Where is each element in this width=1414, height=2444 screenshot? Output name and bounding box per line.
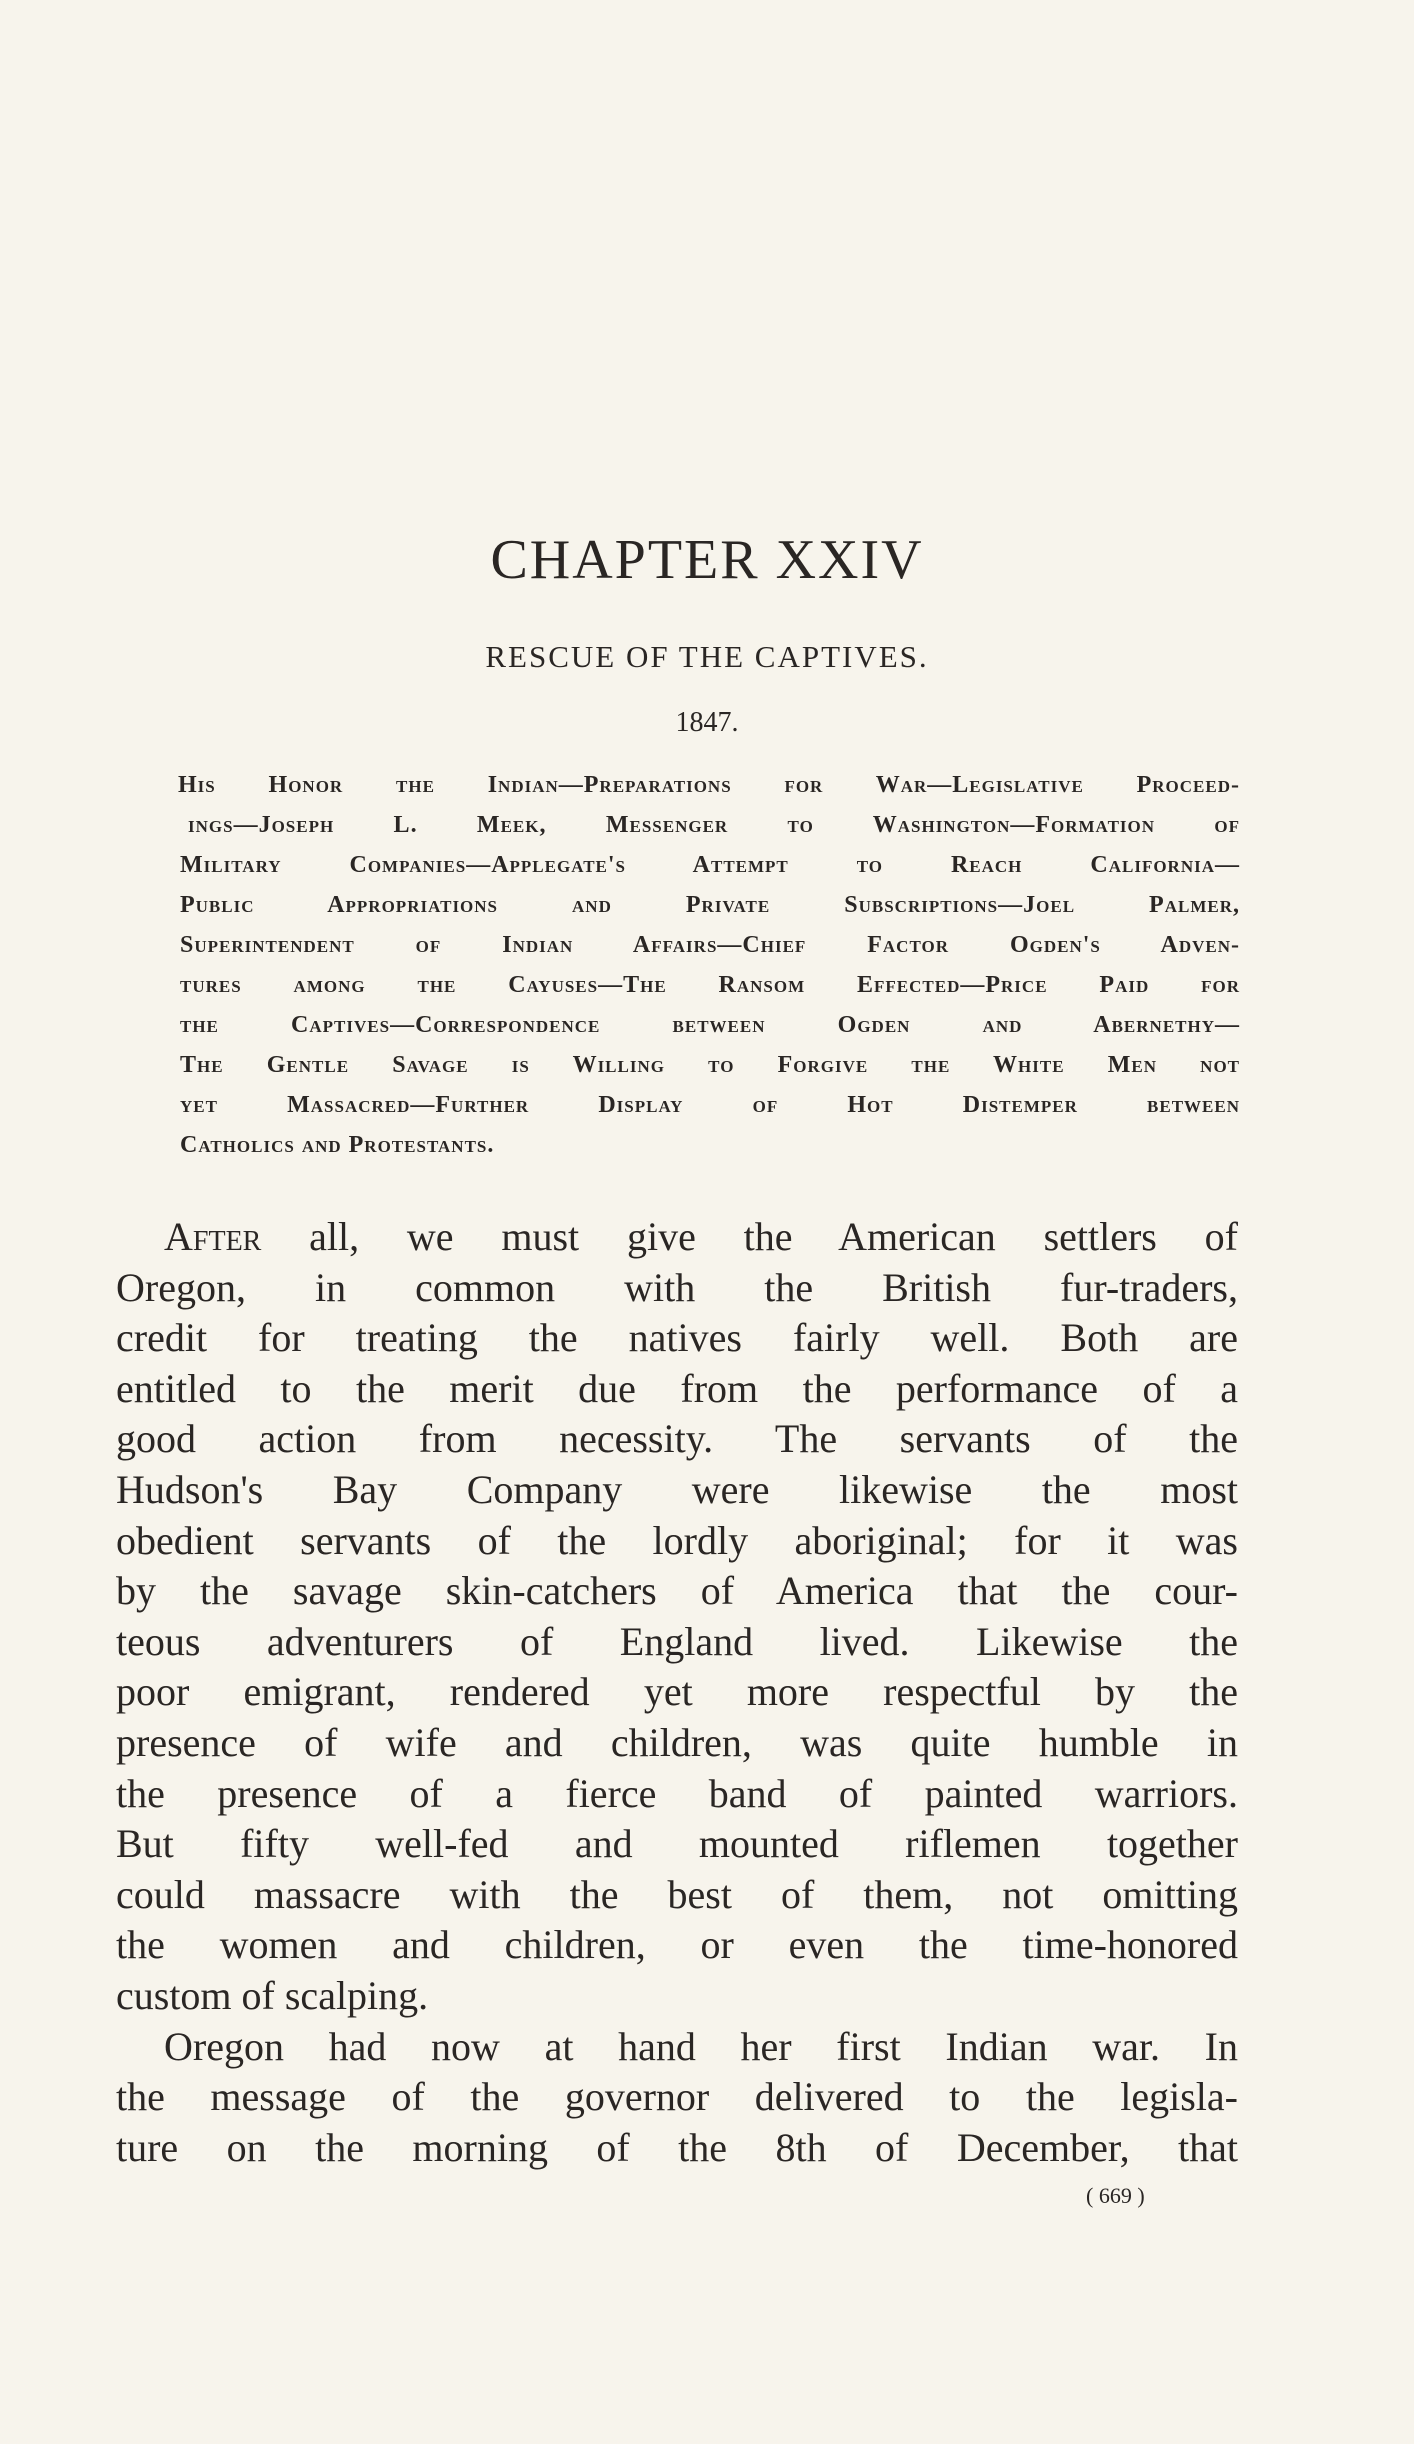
synopsis-line: yet Massacred—Further Display of Hot Distemper between	[180, 1092, 1240, 1118]
chapter-year: 1847.	[675, 707, 739, 738]
first-line-rest: all, we must give the American settlers of	[261, 1214, 1238, 1259]
body-line: poor emigrant, rendered yet more respectful by the	[116, 1669, 1238, 1715]
body-line: could massacre with the best of them, not omitting	[116, 1871, 1238, 1917]
body-line: custom of scalping.	[116, 1972, 429, 2018]
page-number: ( 669 )	[1086, 2183, 1145, 2208]
lead-word: After	[164, 1214, 262, 1259]
body-line: Hudson's Bay Company were likewise the most	[116, 1466, 1238, 1512]
body-line: entitled to the merit due from the performance of a	[116, 1365, 1238, 1411]
synopsis-line: The Gentle Savage is Willing to Forgive the White Men not	[180, 1052, 1240, 1078]
synopsis-line: His Honor the Indian—Preparations for War—Legislative Proceed-	[178, 772, 1240, 798]
synopsis-line: tures among the Cayuses—The Ransom Effected—Price Paid for	[180, 972, 1240, 998]
synopsis-line: Military Companies—Applegate's Attempt to Reach California—	[180, 852, 1240, 878]
synopsis-line: Catholics and Protestants.	[180, 1132, 495, 1158]
chapter-subtitle: RESCUE OF THE CAPTIVES.	[485, 639, 929, 674]
body-line: But fifty well-fed and mounted riflemen together	[116, 1821, 1238, 1867]
body-line: the presence of a fierce band of painted warriors.	[116, 1770, 1238, 1816]
body-line: teous adventurers of England lived. Likewise the	[116, 1618, 1238, 1664]
body-line: Oregon had now at hand her first Indian war. In	[164, 2023, 1238, 2069]
synopsis-line: the Captives—Correspondence between Ogden and Abernethy—	[180, 1012, 1240, 1038]
body-line	[116, 1212, 1238, 1263]
synopsis-line: Superintendent of Indian Affairs—Chief Factor Ogden's Adven-	[180, 932, 1240, 958]
body-line: Oregon, in common with the British fur-traders,	[116, 1264, 1238, 1310]
body-line: obedient servants of the lordly aboriginal; for it was	[116, 1517, 1238, 1563]
body-line: by the savage skin-catchers of America that the cour-	[116, 1568, 1238, 1614]
body-line: the women and children, or even the time-honored	[116, 1922, 1238, 1968]
body-text	[116, 1212, 1238, 2173]
body-line: ture on the morning of the 8th of December, that	[116, 2124, 1238, 2170]
synopsis-line: Public Appropriations and Private Subscriptions—Joel Palmer,	[180, 892, 1240, 918]
chapter-synopsis	[180, 765, 1240, 1165]
body-line: presence of wife and children, was quite humble in	[116, 1719, 1238, 1765]
body-line: credit for treating the natives fairly well. Both are	[116, 1315, 1238, 1361]
body-line: the message of the governor delivered to the legisla-	[116, 2074, 1238, 2120]
body-line: good action from necessity. The servants of the	[116, 1416, 1238, 1462]
synopsis-line: ings—Joseph L. Meek, Messenger to Washington—Formation of	[188, 812, 1240, 838]
chapter-title: CHAPTER XXIV	[490, 529, 924, 591]
